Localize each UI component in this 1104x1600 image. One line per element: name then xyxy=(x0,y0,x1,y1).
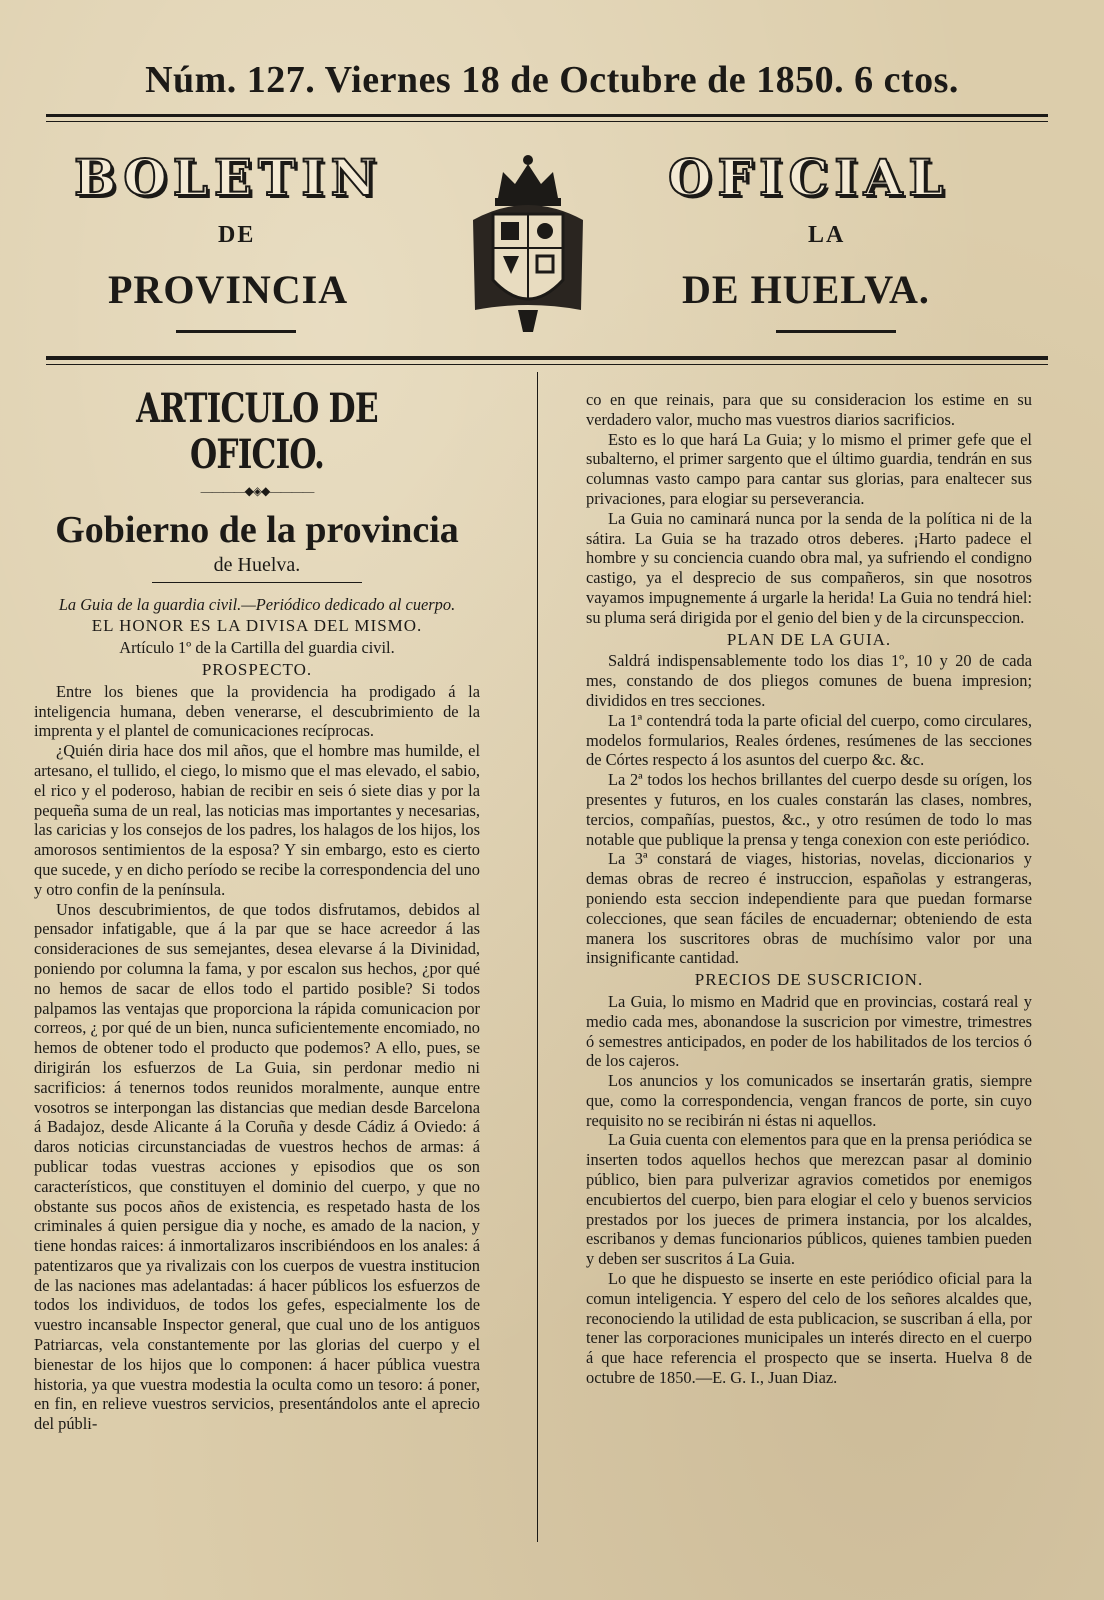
right-column xyxy=(586,390,1032,1388)
title-underline-right xyxy=(776,330,896,333)
paragraph: La Guia no caminará nunca por la senda de la política ni de la sátira. La Guia se ha trazado otros deberes. ¡Harto padece el hombre y su conciencia cuando obra mal, ya sufriendo el condigno castigo, ya el desprecio de sus compañeros, sin que nosotros vayamos impugnemente á urgarle la herida! La Guia no tendrá hiel: su pluma será dirigida por el genio del bien y de la circunspeccion. xyxy=(586,508,1032,627)
ornament-divider-icon: ————◆◈◆———— xyxy=(200,484,314,498)
government-title: Gobierno de la provincia xyxy=(55,508,459,551)
left-column xyxy=(34,380,480,1434)
title-big-left: PROVINCIA xyxy=(108,267,349,312)
plan-heading: PLAN DE LA GUIA. xyxy=(726,629,892,649)
title-small-right: LA xyxy=(808,222,846,248)
title-underline-left xyxy=(176,330,296,333)
title-word-left: BOLETIN xyxy=(74,148,383,207)
motto: EL HONOR ES LA DIVISA DEL MISMO. xyxy=(91,616,423,636)
paragraph: Unos descubrimientos, de que todos disfrutamos, debidos al pensador infatigable, que á la par que se hace acreedor á las consideraciones de sus semejantes, desea elevarse á la Divinidad, poniendo por columna la fama, y por escalon sus hechos, ¿por qué no hemos de sacar de ellos todo el partido posible? Si todos palpamos las ventajas que proporciona la rápida comunicacion por correos, ¿ por qué de un bien, nunca suficientemente encomiado, no hemos de obtener todo el producto que podemos? A ello, pues, se dirigirán los esfuerzos de La Guia, sin perdonar medio ni sacrificios: á tenernos todos reunidos moralmente, aunque entre vosotros se interpongan las distancias que median desde Barcelona á Badajoz, desde Alicante á la Coruña y desde Cádiz á Oviedo: á daros noticias circunstanciadas de vuestros hechos de armas: á publicar todas vuestras acciones y episodios que os son característicos, que constituyen el dominio del cuerpo, y que no obstante sus pocos años de existencia, es respetado hasta de los criminales á quien persigue dia y noche, es amado de la nacion, y tiene hondas raices: á inmortalizaros inscribiéndoos en los anales: á patentizaros que ya rivalizais con los cuerpos de vuestra institucion de las naciones mas adelantadas: á hacer públicos los esfuerzos de todos los individuos, de todos los gefes, especialmente los de vuestro incansable Inspector general, que cual uno de los antiguos Patriarcas, vela constantemente por las glorias del cuerpo y el bienestar de los hijos que lo componen: á hacer pública vuestra historia, ya que vuestra modestia la oculta como un tesoro: á poner, en fin, en relieve vuestros servicios, presentándolos ante el aprecio del públi- xyxy=(34,899,480,1434)
paragraph: co en que reinais, para que su consideracion los estime en su verdadero valor, mucho mas vuestros diarios sacrificios. xyxy=(586,390,1032,429)
paragraph: ¿Quién diria hace dos mil años, que el hombre mas humilde, el artesano, el tullido, el ciego, lo mismo que el mas elevado, el sabio, el rico y el poderoso, habian de recibir en seis ó siete dias y por la pequeña suma de un real, las noticias mas importantes y necesarias, las caricias y los consejos de los padres, los halagos de los hijos, los amorosos sentimientos de la esposa? Y sin embargo, esto es cierto que sucede, y en dicho período se recibe la correspondencia del uno y otro confin de la península. xyxy=(34,741,480,899)
paragraph: La 1ª contendrá toda la parte oficial del cuerpo, como circulares, modelos formularios, Reales órdenes, resúmenes de las secciones de Córtes respecto á los asuntos del cuerpo &c. &c. xyxy=(586,710,1032,770)
title-small-left: DE xyxy=(218,222,256,248)
paragraph: Lo que he dispuesto se inserte en este periódico oficial para la comun inteligencia. Y espero del celo de los señores alcaldes que, reconociendo la utilidad de esta publicacion, se suscriban á ella, por tener las corporaciones municipales un interés directo en el cuerpo á que hace referencia el prospecto que se inserta. Huelva 8 de octubre de 1850.—E. G. I., Juan Diaz. xyxy=(586,1269,1032,1388)
motto-source: Artículo 1º de la Cartilla del guardia civil. xyxy=(119,638,395,658)
issue-line: Núm. 127. Viernes 18 de Octubre de 1850. 6 ctos. xyxy=(145,59,959,101)
paragraph: La 2ª todos los hechos brillantes del cuerpo desde su orígen, los presentes y futuros, en los cuales constarán las clases, nombres, tercios, compañías, puestos, &c., y otro resúmen de todo lo mas notable que publique la prensa y tenga conexion con este periódico. xyxy=(586,770,1032,849)
masthead-rule-thick xyxy=(46,114,1048,117)
section-title: ARTICULO DE OFICIO. xyxy=(136,385,378,478)
paragraph: La Guia, lo mismo en Madrid que en provincias, costará real y medio cada mes, abonandose la suscricion por vimestre, trimestres ó semestres anticipados, en poder de los habilitados de los tercios ó de los cajeros. xyxy=(586,991,1032,1071)
column-divider xyxy=(537,372,538,1542)
title-big-right: DE HUELVA. xyxy=(682,267,930,312)
short-rule xyxy=(152,582,362,583)
masthead-rule-thin xyxy=(46,121,1048,122)
paragraph: Esto es lo que hará La Guia; y lo mismo el primer gefe que el subalterno, el primer sargento que el último guardia, tendrán en sus columnas vasto campo para cantar sus glorias, para enaltecer sus privaciones, para elogiar su perseverancia. xyxy=(586,429,1032,508)
precios-heading: PRECIOS DE SUSCRICION. xyxy=(694,970,924,990)
title-word-right: OFICIAL xyxy=(668,148,950,207)
royal-coat-of-arms-icon xyxy=(463,150,593,335)
header-rule-thick xyxy=(46,356,1048,360)
paragraph: Entre los bienes que la providencia ha prodigado á la inteligencia humana, deben venerarse, el descubrimiento de la imprenta y el plantel de comunicaciones recíprocas. xyxy=(34,681,480,741)
paragraph: Los anuncios y los comunicados se insertarán gratis, siempre que, como la correspondencia, vengan francos de porte, sin cuyo requisito no se recibirán ni éstas ni aquellos. xyxy=(586,1071,1032,1130)
paragraph: La 3ª constará de viages, historias, novelas, diccionarios y demas obras de recreo é instruccion, españolas y estrangeras, poniendo esta seccion independiente para que puedan formarse colecciones, que sean fáciles de encuadernar; obteniendo de esta manera los suscritores obras de muchísimo valor por una insignificante cantidad. xyxy=(586,849,1032,968)
paragraph: Saldrá indispensablemente todo los dias 1º, 10 y 20 de cada mes, constando de dos pliegos comunes de buena impresion; divididos en tres secciones. xyxy=(586,651,1032,710)
government-subtitle: de Huelva. xyxy=(213,553,301,576)
prospecto-heading: PROSPECTO. xyxy=(201,659,313,679)
epigraph: La Guia de la guardia civil.—Periódico dedicado al cuerpo. xyxy=(58,594,456,614)
header-rule-thin xyxy=(46,364,1048,365)
paragraph: La Guia cuenta con elementos para que en la prensa periódica se inserten todos aquellos hechos que merezcan pasar al dominio público, bien para pulverizar agravios cometidos por enemigos encubiertos del cuerpo, bien para elogiar el celo y buenos servicios prestados por los jueces de primera instancia, por los alcaldes, escribanos y demas funcionarios públicos, quienes tambien pueden y deben ser suscritos á La Guia. xyxy=(586,1130,1032,1269)
